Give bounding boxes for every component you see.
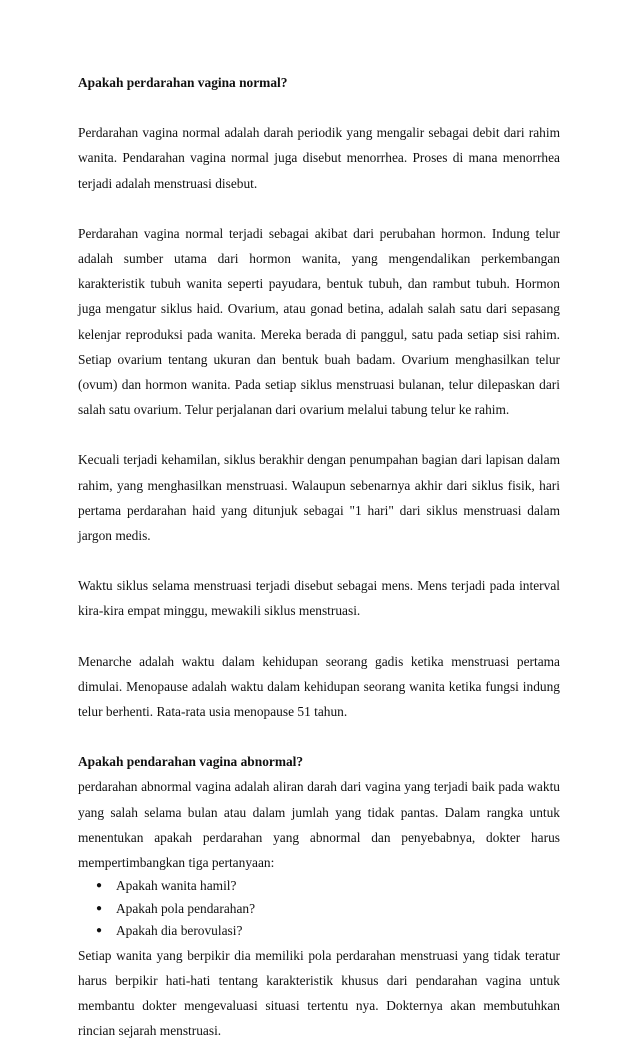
bullet-icon: ●: [96, 902, 103, 914]
list-item: [78, 875, 560, 898]
list-item-text: Apakah wanita hamil?: [116, 878, 237, 894]
paragraph-mens: Waktu siklus selama menstruasi terjadi disebut sebagai mens. Mens terjadi pada interval kira-kira empat minggu, mewakili siklus menstruasi.: [78, 578, 560, 619]
document-page: [78, 70, 560, 1044]
paragraph-cycle-end: Kecuali terjadi kehamilan, siklus berakhir dengan penumpahan bagian dari lapisan dalam rahim, yang menghasilkan menstruasi. Walaupun sebenarnya akhir dari siklus fisik, hari pertama perdarahan haid yang ditunjuk sebagai "1 hari" dari siklus menstruasi dalam jargon medis.: [78, 452, 560, 544]
list-item-text: Apakah dia berovulasi?: [116, 923, 243, 939]
bullet-icon: ●: [96, 925, 103, 937]
bullet-icon: ●: [96, 880, 103, 892]
paragraph-closing: Setiap wanita yang berpikir dia memiliki pola perdarahan menstruasi yang tidak teratur harus berpikir hati-hati tentang karakteristik khusus dari pendarahan vagina untuk membantu dokter mengevaluasi situasi tertentu nya. Dokternya akan membutuhkan rincian sejarah menstruasi.: [78, 947, 560, 1039]
list-item: [78, 920, 560, 943]
paragraph-definition: Perdarahan vagina normal adalah darah periodik yang mengalir sebagai debit dari rahim wanita. Pendarahan vagina normal juga disebut menorrhea. Proses di mana menorrhea terjadi adalah menstruasi disebut.: [78, 125, 560, 191]
question-list: [78, 875, 560, 943]
list-item: [78, 898, 560, 921]
paragraph-abnormal-intro: perdarahan abnormal vagina adalah aliran darah dari vagina yang terjadi baik pada waktu yang salah selama bulan atau dalam jumlah yang tidak pantas. Dalam rangka untuk menentukan apakah perdarahan yang abnormal dan penyebabnya, dokter harus mempertimbangkan tiga pertanyaan:: [78, 779, 560, 871]
paragraph-menarche-menopause: Menarche adalah waktu dalam kehidupan seorang gadis ketika menstruasi pertama dimulai. Menopause adalah waktu dalam kehidupan seorang wanita ketika fungsi indung telur berhenti. Rata-rata usia menopause 51 tahun.: [78, 653, 560, 720]
section-heading-abnormal: Apakah pendarahan vagina abnormal?: [78, 754, 304, 770]
list-item-text: Apakah pola pendarahan?: [116, 900, 256, 916]
section-heading-normal: Apakah perdarahan vagina normal?: [78, 75, 288, 90]
paragraph-hormones: Perdarahan vagina normal terjadi sebagai akibat dari perubahan hormon. Indung telur adalah sumber utama dari hormon wanita, yang mengendalikan perkembangan karakteristik tubuh wanita seperti payudara, bentuk tubuh, dan rambut tubuh. Hormon juga mengatur siklus haid. Ovarium, atau gonad betina, adalah salah satu dari sepasang kelenjar reproduksi pada wanita. Mereka berada di panggul, satu pada setiap sisi rahim. Setiap ovarium tentang ukuran dan bentuk buah badam. Ovarium menghasilkan telur (ovum) dan hormon wanita. Pada setiap siklus menstruasi bulanan, telur dilepaskan dari salah satu ovarium. Telur perjalanan dari ovarium melalui tabung telur ke rahim.: [78, 225, 560, 418]
